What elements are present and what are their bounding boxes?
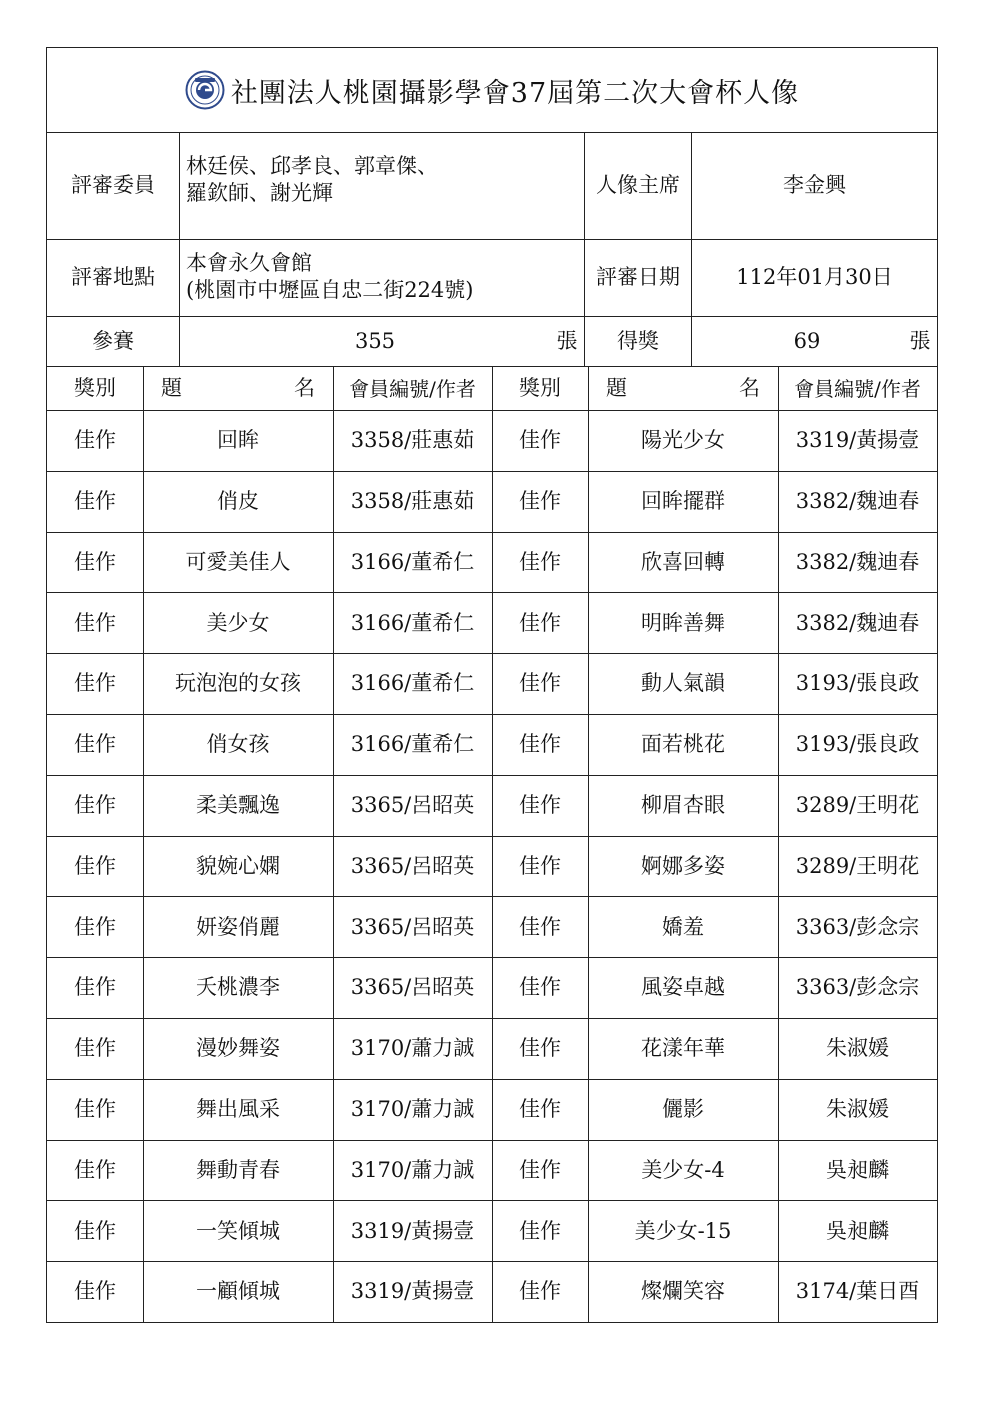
member-cell: 3289/王明花 <box>795 793 920 818</box>
title-cell: 美少女-4 <box>641 1157 725 1182</box>
member-cell: 3382/魏迪春 <box>795 489 920 514</box>
title-cell: 嬌羞 <box>662 914 704 939</box>
title-cell: 妍姿俏麗 <box>196 914 280 939</box>
member-cell: 3166/董希仁 <box>350 732 475 757</box>
title-cell: 夭桃濃李 <box>196 975 280 1000</box>
header-title <box>588 367 778 410</box>
title-cell: 燦爛笑容 <box>641 1279 725 1304</box>
member-cell: 3170/蕭力誠 <box>350 1036 475 1061</box>
member-cell: 3170/蕭力誠 <box>350 1097 475 1122</box>
header-title-b: 名 <box>294 375 315 400</box>
member-cell: 3319/黃揚壹 <box>795 428 920 453</box>
chair-label: 人像主席 <box>596 173 680 198</box>
entries-label: 參賽 <box>92 328 134 353</box>
member-cell: 吳昶麟 <box>826 1157 889 1182</box>
judges-value <box>180 133 584 239</box>
title-cell: 俏皮 <box>217 489 259 514</box>
member-cell: 3363/彭念宗 <box>795 975 920 1000</box>
member-cell: 3365/呂昭英 <box>350 975 475 1000</box>
award-cell: 佳作 <box>519 671 561 696</box>
award-cell: 佳作 <box>519 428 561 453</box>
header-title-a: 題 <box>161 375 182 400</box>
award-cell: 佳作 <box>519 1157 561 1182</box>
title-cell: 花漾年華 <box>641 1036 725 1061</box>
awards-value: 69 <box>793 328 821 353</box>
venue-line-1: 本會永久會館 <box>186 251 312 275</box>
title-cell: 舞動青春 <box>196 1157 280 1182</box>
entries-value: 355 <box>354 328 396 353</box>
association-seal-icon <box>185 70 225 110</box>
member-cell: 3382/魏迪春 <box>795 610 920 635</box>
award-cell: 佳作 <box>519 549 561 574</box>
date-value: 112年01月30日 <box>736 265 893 290</box>
header-title-b: 名 <box>739 375 760 400</box>
award-cell: 佳作 <box>519 732 561 757</box>
date-label: 評審日期 <box>596 265 680 290</box>
title-cell: 回眸擺群 <box>641 489 725 514</box>
award-cell: 佳作 <box>519 1279 561 1304</box>
award-cell: 佳作 <box>519 610 561 635</box>
member-cell: 3319/黃揚壹 <box>350 1279 475 1304</box>
award-cell: 佳作 <box>74 975 116 1000</box>
member-cell: 3193/張良政 <box>795 732 920 757</box>
award-sheet <box>46 47 938 1323</box>
member-cell: 3365/呂昭英 <box>350 853 475 878</box>
venue-label: 評審地點 <box>71 265 155 290</box>
awards-unit: 張 <box>909 328 931 353</box>
title-cell: 玩泡泡的女孩 <box>175 671 301 696</box>
entries-unit: 張 <box>556 328 578 353</box>
title-cell: 漫妙舞姿 <box>196 1036 280 1061</box>
title-cell: 面若桃花 <box>641 732 725 757</box>
title-cell: 舞出風采 <box>196 1097 280 1122</box>
member-cell: 3358/莊惠茹 <box>350 428 475 453</box>
award-cell: 佳作 <box>519 853 561 878</box>
member-cell: 朱淑媛 <box>826 1036 889 1061</box>
award-cell: 佳作 <box>74 793 116 818</box>
chair-value: 李金興 <box>783 173 846 198</box>
title-cell: 風姿卓越 <box>641 975 725 1000</box>
title-cell: 可愛美佳人 <box>185 549 291 574</box>
header-title-a: 題 <box>606 375 627 400</box>
judges-label: 評審委員 <box>71 173 155 198</box>
award-cell: 佳作 <box>74 1157 116 1182</box>
award-cell: 佳作 <box>74 732 116 757</box>
award-cell: 佳作 <box>74 549 116 574</box>
awards-label: 得獎 <box>617 328 659 353</box>
member-cell: 3289/王明花 <box>795 853 920 878</box>
member-cell: 朱淑媛 <box>826 1097 889 1122</box>
title-cell: 一顧傾城 <box>196 1279 280 1304</box>
member-cell: 3363/彭念宗 <box>795 914 920 939</box>
title-cell: 婀娜多姿 <box>641 853 725 878</box>
award-cell: 佳作 <box>74 914 116 939</box>
title-cell: 欣喜回轉 <box>641 549 725 574</box>
title-cell: 動人氣韻 <box>641 671 725 696</box>
page-title: 社團法人桃園攝影學會37屆第二次大會杯人像 <box>230 77 800 109</box>
award-cell: 佳作 <box>519 489 561 514</box>
member-cell: 3365/呂昭英 <box>350 793 475 818</box>
member-cell: 3193/張良政 <box>795 671 920 696</box>
award-cell: 佳作 <box>519 1097 561 1122</box>
award-cell: 佳作 <box>519 1218 561 1243</box>
venue-line-2: (桃園市中壢區自忠二街224號) <box>186 278 474 303</box>
header-award: 獎別 <box>519 375 561 400</box>
member-cell: 3170/蕭力誠 <box>350 1157 475 1182</box>
award-cell: 佳作 <box>74 1097 116 1122</box>
award-cell: 佳作 <box>519 975 561 1000</box>
header-member: 會員編號/作者 <box>349 376 476 401</box>
member-cell: 3358/莊惠茹 <box>350 489 475 514</box>
judges-line-2: 羅欽師、謝光輝 <box>186 181 333 206</box>
award-cell: 佳作 <box>519 1036 561 1061</box>
member-cell: 3174/葉日酉 <box>795 1279 920 1304</box>
award-cell: 佳作 <box>519 914 561 939</box>
award-cell: 佳作 <box>74 1036 116 1061</box>
header-title <box>143 367 333 410</box>
title-cell: 貌婉心嫻 <box>196 853 280 878</box>
member-cell: 3166/董希仁 <box>350 610 475 635</box>
title-cell: 明眸善舞 <box>641 610 725 635</box>
title-cell: 美少女 <box>206 610 270 635</box>
title-row <box>47 48 937 132</box>
member-cell: 吳昶麟 <box>826 1218 889 1243</box>
member-cell: 3166/董希仁 <box>350 671 475 696</box>
title-cell: 回眸 <box>217 428 259 453</box>
judges-line-1: 林廷侯、邱孝良、郭章傑、 <box>186 154 438 178</box>
venue-value <box>180 240 584 316</box>
award-cell: 佳作 <box>74 671 116 696</box>
title-cell: 陽光少女 <box>641 428 725 453</box>
award-cell: 佳作 <box>74 428 116 453</box>
title-cell: 柳眉杏眼 <box>641 793 725 818</box>
award-cell: 佳作 <box>74 853 116 878</box>
title-cell: 儷影 <box>662 1097 704 1122</box>
award-cell: 佳作 <box>74 610 116 635</box>
member-cell: 3319/黃揚壹 <box>350 1218 475 1243</box>
title-cell: 美少女-15 <box>634 1218 732 1243</box>
title-cell: 柔美飄逸 <box>196 793 280 818</box>
member-cell: 3382/魏迪春 <box>795 549 920 574</box>
header-award: 獎別 <box>74 375 116 400</box>
award-cell: 佳作 <box>74 1279 116 1304</box>
title-cell: 俏女孩 <box>206 732 270 757</box>
award-cell: 佳作 <box>519 793 561 818</box>
title-cell: 一笑傾城 <box>196 1218 280 1243</box>
award-cell: 佳作 <box>74 1218 116 1243</box>
member-cell: 3166/董希仁 <box>350 549 475 574</box>
header-member: 會員編號/作者 <box>794 376 921 401</box>
member-cell: 3365/呂昭英 <box>350 914 475 939</box>
award-cell: 佳作 <box>74 489 116 514</box>
